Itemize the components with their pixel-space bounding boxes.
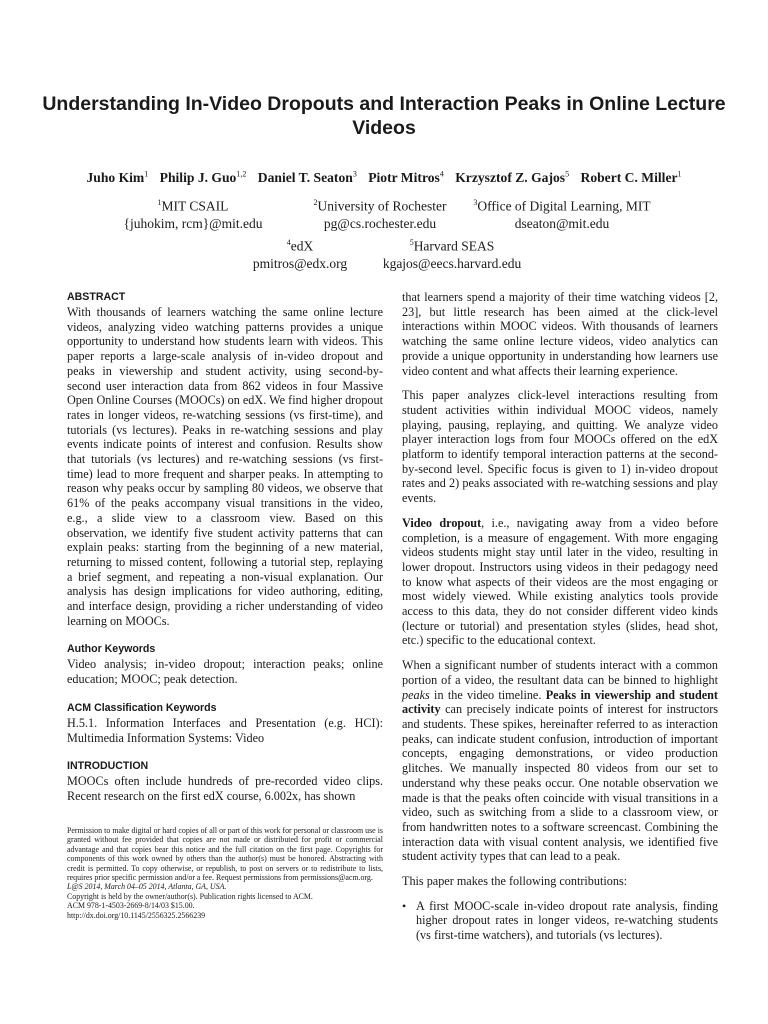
author: Krzysztof Z. Gajos$^5$	[455, 169, 570, 185]
abstract-heading: ABSTRACT	[67, 291, 126, 303]
keywords-heading: Author Keywords	[67, 643, 156, 656]
paragraph: This paper makes the following contributions:	[402, 874, 628, 889]
affiliation: $^1$MIT CSAIL {juhokim, rcm}@mit.edu	[123, 198, 263, 231]
bullet-icon: •	[402, 898, 407, 913]
introduction-text: MOOCs often include hundreds of pre-recorded video clips. Recent research on the first edX course, 6.002x, has shown	[67, 774, 383, 803]
left-column	[67, 290, 383, 814]
affiliation: $^4$edX pmitros@edx.org	[252, 238, 348, 271]
list-item: • A first MOOC-scale in-video dropout rate analysis, finding higher dropout rates in longer videos, re-watching students (vs first-time watchers), and tutorials (vs lectures).	[402, 898, 718, 943]
affiliation: $^2$University of Rochester pg@cs.rochester.edu	[313, 198, 447, 231]
keywords-text: Video analysis; in-video dropout; interaction peaks; online education; MOOC; peak detection.	[67, 657, 383, 687]
right-column	[402, 290, 718, 943]
paper-title: Understanding In-Video Dropouts and Interaction Peaks in Online Lecture Videos	[42, 93, 726, 139]
permission-notice: Permission to make digital or hard copies of all or part of this work for personal or classroom use is granted without fee provided that copies are not made or distributed for profit or commercial advantage and that copies bear this notice and the full citation on the first page. Copyrights for components of this work owned by others than the author(s) must be honored. Abstracting with credit is permitted. To copy otherwise, or republish, to post on servers or to redistribute to lists, requires prior specific permission and/or a fee. Request permissions from permissions@acm.org. L@S 2014, March 04–05 2014, Atlanta, GA, USA. Copyright is held by the owner/author(s). Publication rights licensed to ACM. ACM 978-1-4503-2669-8/14/03 $15.00. http://dx.doi.org/10.1145/2556325.2566239	[67, 826, 383, 920]
affiliation: $^3$Office of Digital Learning, MIT dseaton@mit.edu	[473, 198, 651, 231]
author: Juho Kim$^1$	[86, 169, 149, 185]
abstract-text: With thousands of learners watching the same online lecture videos, analyzing video watching patterns provides a unique opportunity to understand how students learn with videos. This paper reports a large-scale analysis of in-video dropout and peaks in viewership and student activity, using second-by-second user interaction data from 862 videos in four Massive Open Online Courses (MOOCs) on edX. We find higher dropout rates in longer videos, re-watching sessions (vs first-time), and tutorials (vs lectures). Peaks in re-watching sessions and play events indicate points of interest and confusion. Results show that tutorials (vs lectures) and re-watching sessions (vs first-time) lead to more frequent and sharper peaks. In attempting to reason why peaks occur by sampling 80 videos, we observe that 61% of the peaks accompany visual transitions in the video, e.g., a slide view to a classroom view. Based on this observation, we identify five student activity patterns that can explain peaks: starting from the beginning of a new material, returning to missed content, following a tutorial step, replaying a brief segment, and repeating a non-visual explanation. Our analysis has design implications for video authoring, editing, and interface design, providing a richer understanding of video learning on MOOCs.	[67, 305, 383, 628]
acm-heading: ACM Classification Keywords	[67, 701, 217, 714]
paragraph: This paper analyzes click-level interactions resulting from student activities within individual MOOC videos, namely playing, pausing, replaying, and quitting. We analyze video player interaction logs from four MOOCs offered on the edX platform to identify temporal interaction patterns at the second-by-second level. Specific focus is given to 1) in-video dropout rates and 2) peaks associated with re-watching sessions and play events.	[402, 388, 718, 506]
paragraph: that learners spend a majority of their time watching videos [2, 23], but little research has been aimed at the click-level interactions within MOOC videos. With thousands of learners watching the same online lecture videos, video analytics can provide a unique opportunity in understanding how learners use video content and what affects their learning experience.	[402, 290, 718, 378]
author: Piotr Mitros$^4$	[368, 169, 444, 185]
affiliation: $^5$Harvard SEAS kgajos@eecs.harvard.edu	[382, 238, 522, 271]
author: Daniel T. Seaton$^3$	[257, 169, 357, 185]
paragraph: When a significant number of students interact with a common portion of a video, the resultant data can be binned to highlight peaks in the video timeline. Peaks in viewership and student activity can precisely indicate points of interest for instructors and students. These spikes, hereinafter referred to as interaction peaks, can indicate student confusion, introduction of important concepts, engaging demonstrations, or video production glitches. We manually inspected 80 videos from our set to understand why these peaks occur. One notable observation we made is that the peaks often coincide with visual transitions in a video, such as switching from a slide to a classroom view, or from handwritten notes to a software screencast. Combining the interaction data with visual content analysis, we identified five student activity types that can lead to a peak.	[402, 658, 718, 864]
author-list	[40, 169, 728, 186]
author: Robert C. Miller$^1$	[580, 169, 682, 185]
acm-text: H.5.1. Information Interfaces and Presentation (e.g. HCI): Multimedia Information Systems: Video	[67, 715, 383, 745]
paragraph: Video dropout, i.e., navigating away from a video before completion, is a measure of engagement. With more engaging videos students might stay until later in the video, resulting in lower dropout. Instructors using videos in their pedagogy need to know what aspects of their videos are the most engaging or most widely viewed. While existing analytics tools provide access to this data, they do not consider different video kinds (lecture or tutorial) and presentation styles (slides, head shot, etc.) specific to the educational context.	[402, 515, 718, 648]
author: Philip J. Guo$^{1,2}$	[159, 169, 247, 185]
introduction-heading: INTRODUCTION	[67, 760, 149, 773]
